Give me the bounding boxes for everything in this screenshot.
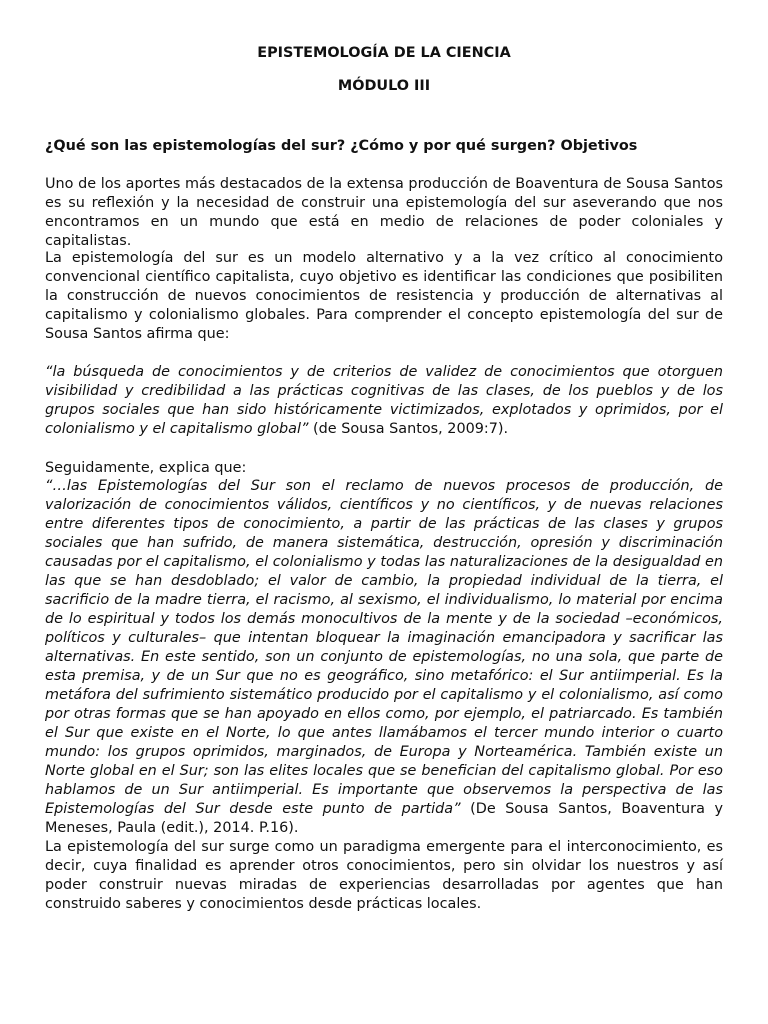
quote-1-text: “la búsqueda de conocimientos y de criterios de validez de conocimientos que otorguen visibilidad y credibilidad a las prácticas cognitivas de las clases, de los pueblos y de los grupos sociales que han sido históricamente victimizados, explotados y oprimidos, por el colonialismo y el capitalismo global” xyxy=(45,364,723,437)
quote-1 xyxy=(45,363,723,439)
quote-2-text: “…las Epistemologías del Sur son el reclamo de nuevos procesos de producción, de valorización de conocimientos válidos, científicos y no científicos, y de nuevas relaciones entre diferentes tipos de conocimiento, a partir de las prácticas de las clases y grupos sociales que han sufrido, de manera sistemática, destrucción, opresión y discriminación causadas por el capitalismo, el colonialismo y todas las naturalizaciones de la desigualdad en las que se han desdoblado; el valor de cambio, la propiedad individual de la tierra, el sacrificio de la madre tierra, el racismo, al sexismo, el individualismo, lo material por encima de lo espiritual y todos los demás monocultivos de la mente y de la sociedad –económicos, políticos y culturales– que intentan bloquear la imaginación emancipadora y sacrificar las alternativas. En este sentido, son un conjunto de epistemologías, no una sola, que parte de esta premisa, y de un Sur que no es geográfico, sino metafórico: el Sur antiimperial. Es la metáfora del sufrimiento sistemático producido por el capitalismo y el colonialismo, así como por otras formas que se han apoyado en ellos como, por ejemplo, el patriarcado. Es también el Sur que existe en el Norte, lo que antes llamábamos el tercer mundo interior o cuarto mundo: los grupos oprimidos, marginados, de Europa y Norteamérica. También existe un Norte global en el Sur; son las elites locales que se benefician del capitalismo global. Por eso hablamos de un Sur antiimperial. Es importante que observemos la perspectiva de las Epistemologías del Sur desde este punto de partida” xyxy=(45,478,723,817)
quote-1-citation: (de Sousa Santos, 2009:7). xyxy=(308,421,509,437)
quote-2-intro: Seguidamente, explica que: xyxy=(45,460,247,476)
document-title: EPISTEMOLOGÍA DE LA CIENCIA xyxy=(257,45,511,61)
module-title: MÓDULO III xyxy=(337,78,431,94)
quote-2-citation: (De Sousa Santos, Boaventura y Meneses, Paula (edit.), 2014. P.16). xyxy=(45,801,723,836)
quote-2 xyxy=(45,477,723,838)
paragraph-2: La epistemología del sur es un modelo alternativo y a la vez crítico al conocimiento convencional científico capitalista, cuyo objetivo es identificar las condiciones que posibiliten la construcción de nuevos conocimientos de resistencia y producción de alternativas al capitalismo y colonialismo globales. Para comprender el concepto epistemología del sur de Sousa Santos afirma que: xyxy=(45,250,723,342)
section-heading: ¿Qué son las epistemologías del sur? ¿Cómo y por qué surgen? Objetivos xyxy=(45,138,638,154)
paragraph-3: La epistemología del sur surge como un paradigma emergente para el interconocimiento, es decir, cuya finalidad es aprender otros conocimientos, pero sin olvidar los nuestros y así poder construir nuevas miradas de experiencias desarrolladas por agentes que han construido saberes y conocimientos desde prácticas locales. xyxy=(45,839,723,912)
paragraph-1: Uno de los aportes más destacados de la extensa producción de Boaventura de Sousa Santos es su reflexión y la necesidad de construir una epistemología del sur aseverando que nos encontramos en un mundo que está en medio de relaciones de poder coloniales y capitalistas. xyxy=(45,176,723,249)
